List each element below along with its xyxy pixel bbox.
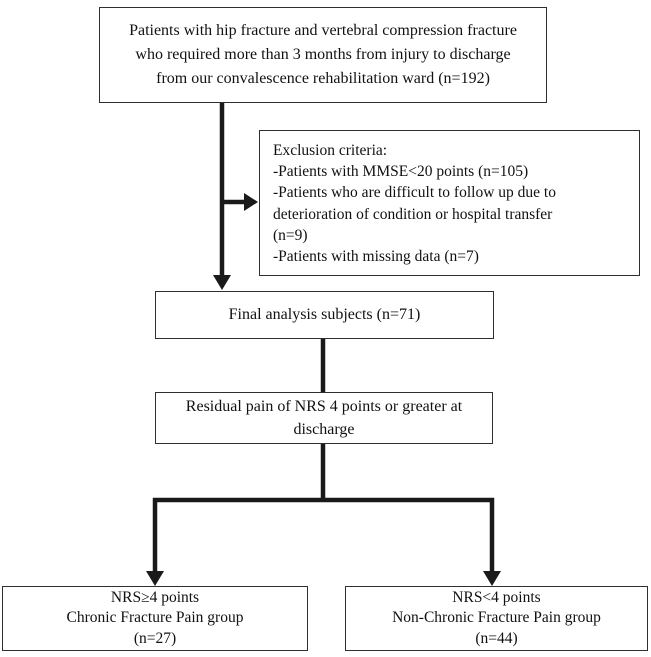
nonchronic-group-line: (n=44) (475, 629, 518, 647)
initial-cohort-line: from our convalescence rehabilitation ward (n=192) (156, 70, 490, 88)
arrowhead-into-nonchronic (483, 571, 501, 586)
initial-cohort-line: who required more than 3 months from injury to discharge (135, 45, 511, 63)
nonchronic-group-line: NRS<4 points (452, 588, 541, 606)
box-chronic-fracture-pain-group (2, 586, 308, 651)
exclusion-criteria-line: -Patients with MMSE<20 points (n=105) (273, 163, 529, 181)
chronic-group-line: NRS≥4 points (110, 588, 200, 606)
initial-cohort-line: Patients with hip fracture and vertebral compression fracture (129, 21, 517, 39)
exclusion-criteria-line: (n=9) (273, 226, 308, 244)
chronic-group-line: (n=27) (133, 629, 177, 647)
arrowhead-into-final (213, 275, 231, 290)
exclusion-criteria-line: -Patients with missing data (n=7) (273, 248, 479, 266)
final-analysis-line: Final analysis subjects (n=71) (228, 306, 421, 323)
box-initial-cohort (99, 7, 547, 103)
chronic-group-line: Chronic Fracture Pain group (66, 609, 244, 627)
box-residual-pain-criterion (155, 392, 493, 444)
box-non-chronic-fracture-pain-group (345, 586, 648, 651)
box-final-analysis (155, 291, 494, 339)
arrowhead-into-exclusion (244, 193, 258, 211)
box-exclusion-criteria (259, 130, 640, 276)
residual-pain-line: Residual pain of NRS 4 points or greater at (185, 397, 463, 415)
exclusion-criteria-line: deterioration of condition or hospital transfer (273, 205, 553, 223)
arrowhead-into-chronic (146, 571, 164, 586)
exclusion-criteria-heading: Exclusion criteria: (273, 142, 388, 159)
residual-pain-line: discharge (293, 421, 355, 438)
exclusion-criteria-line: -Patients who are difficult to follow up due to (273, 184, 556, 202)
nonchronic-group-line: Non-Chronic Fracture Pain group (392, 609, 601, 627)
